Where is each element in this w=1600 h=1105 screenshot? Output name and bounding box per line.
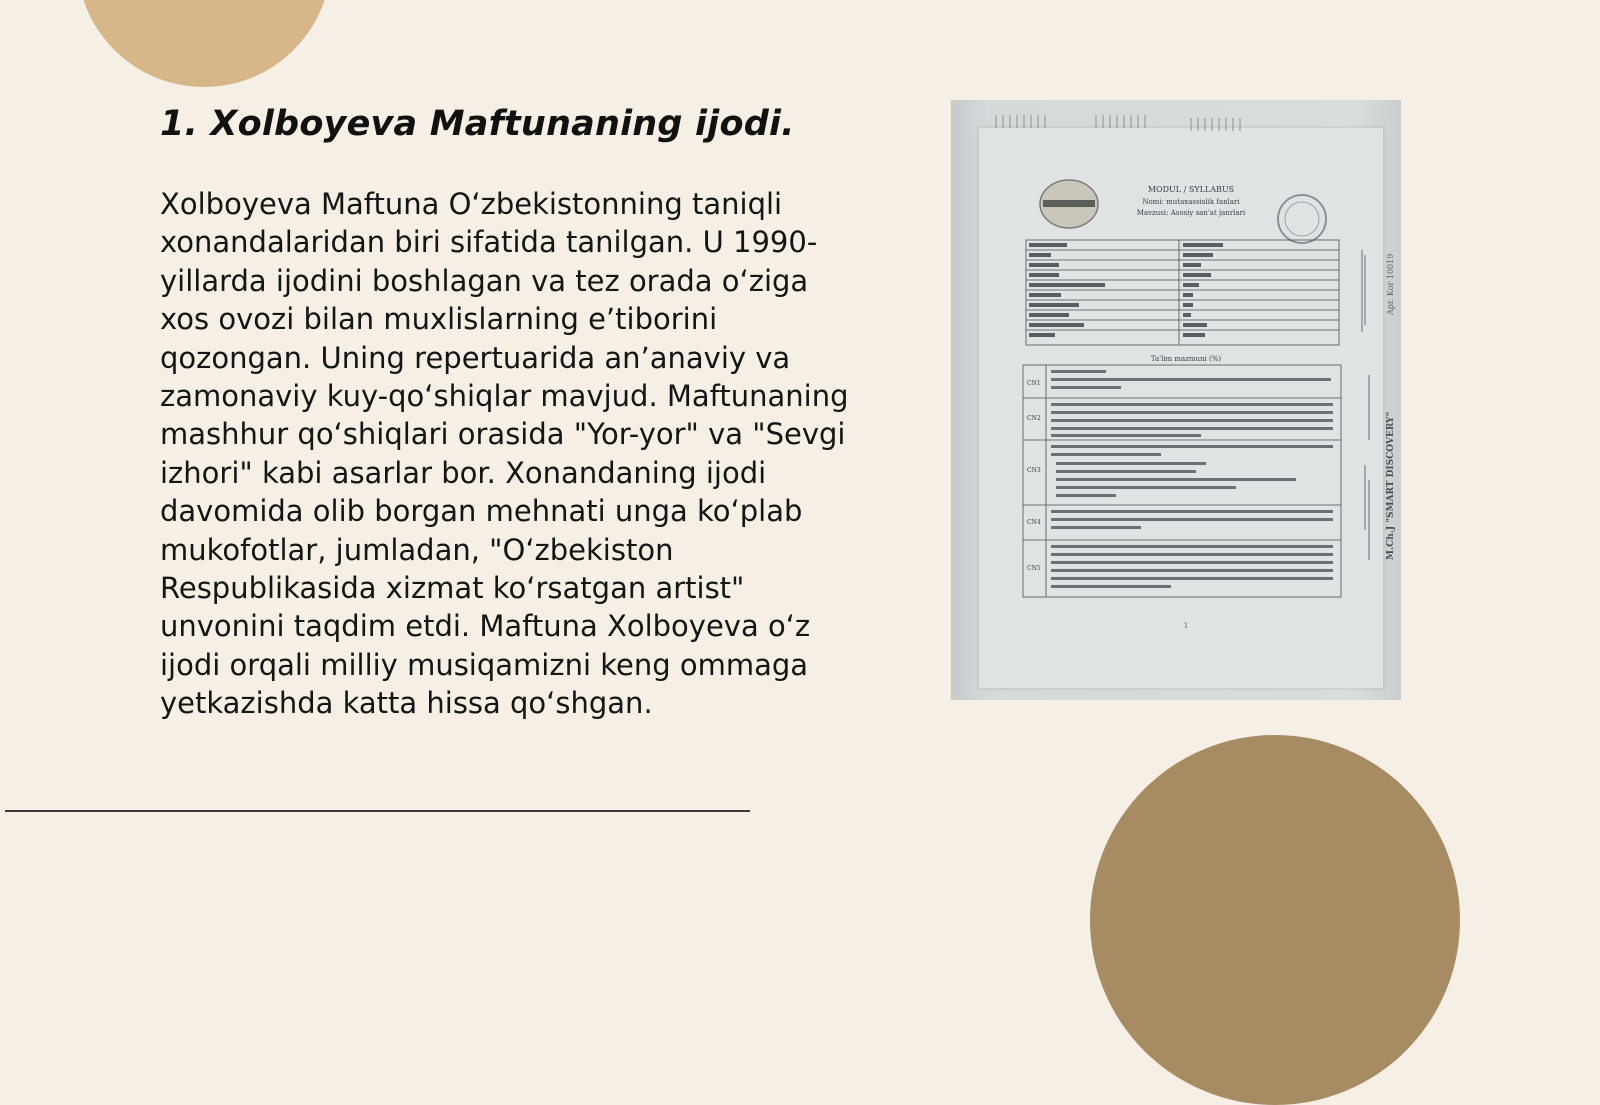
slide-title: 1. Xolboyeva Maftunaning ijodi.	[160, 104, 795, 144]
doc-row-code-4: CN4	[1027, 519, 1041, 526]
doc-side-text-top: Apr. Kor 10019	[1386, 253, 1395, 315]
doc-row-code-2: CN2	[1027, 415, 1041, 422]
doc-table-caption: Ta'lim mazmuni (%)	[1150, 355, 1222, 363]
doc-side-text: M.Ch.J "SMART DISCOVERY"	[1386, 411, 1396, 560]
slide-body-text: Xolboyeva Maftuna O‘zbekistonning taniqli xonandalaridan biri sifatida tanilgan. U 1990-yillarda ijodini boshlagan va tez orada o‘ziga xos ovozi bilan muxlislarning e’tiborini qozongan. Uning repertuarida an’anaviy va zamonaviy kuy-qo‘shiqlar mavjud. Maftunaning mashhur qo‘shiqlari orasida "Yor-yor" va "Sevgi izhori" kabi asarlar bor. Xonandaning ijodi davomida olib borgan mehnati unga ko‘plab mukofotlar, jumladan, "O‘zbekiston Respublikasida xizmat ko‘rsatgan artist" unvonini taqdim etdi. Maftuna Xolboyeva o‘z ijodi orqali milliy musiqamizni keng ommaga yetkazishda katta hissa qo‘shgan.	[160, 187, 849, 721]
doc-header-line-1: MODUL / SYLLABUS	[1147, 185, 1235, 194]
decorative-circle-bottom	[1090, 735, 1460, 1105]
doc-page-number: 1	[1183, 622, 1189, 630]
doc-header-line-2: Nomi: mutaxassislik fanlari	[1142, 198, 1240, 206]
doc-row-code-3: CN3	[1027, 467, 1041, 474]
doc-row-code-1: CN1	[1027, 380, 1041, 387]
divider-line	[5, 810, 750, 812]
doc-header-line-3: Mavzusi: Asosiy san'at janrlari	[1136, 209, 1246, 217]
decorative-circle-top	[77, 0, 331, 87]
document-photo	[951, 100, 1401, 700]
document-drawing	[951, 100, 1401, 700]
doc-row-code-5: CN5	[1027, 565, 1041, 572]
